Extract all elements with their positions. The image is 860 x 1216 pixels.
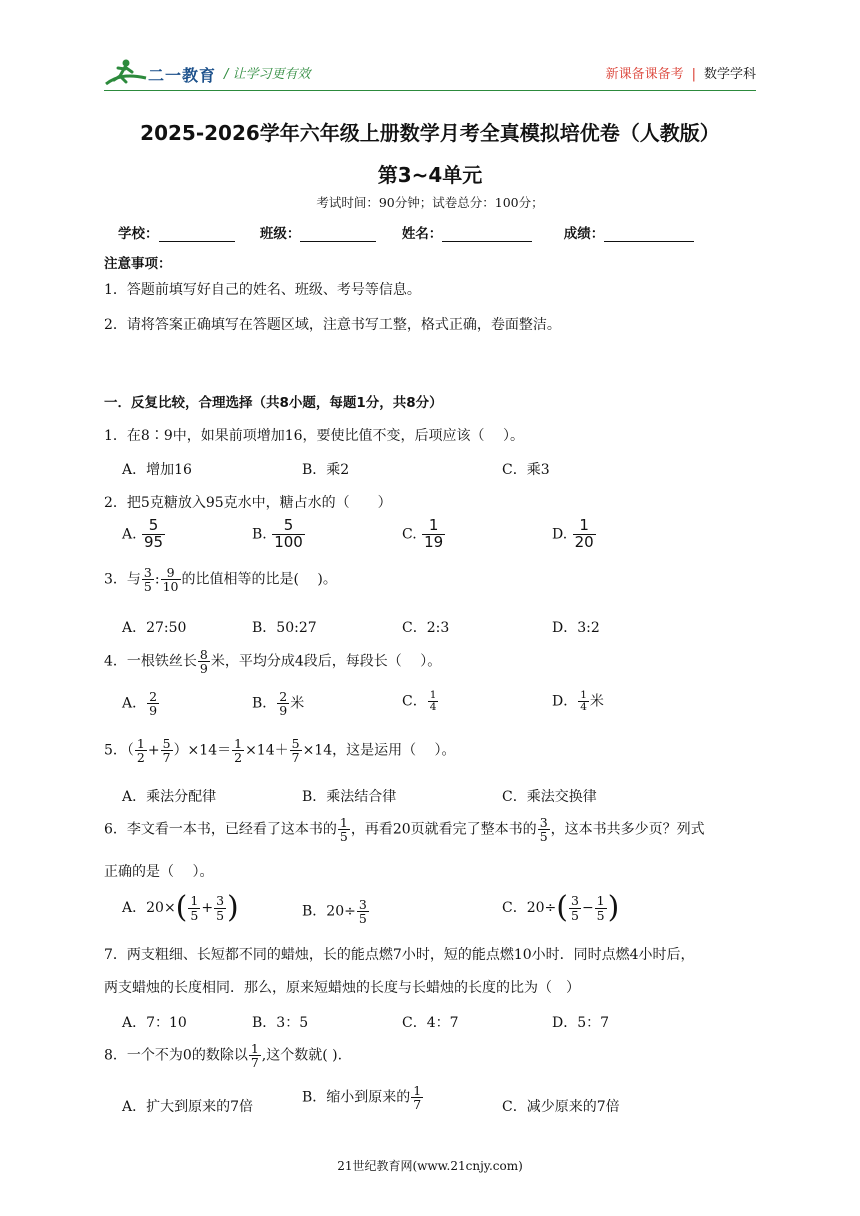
logo-icon	[104, 58, 148, 92]
q4-option-d[interactable]: D． $\frac{1}{4}$ 米	[552, 689, 604, 714]
notes-heading: 注意事项：	[104, 256, 172, 272]
q5-option-c[interactable]: C．乘法交换律	[502, 789, 597, 805]
question-1-stem: 1．在8∶9中，如果前项增加16，要使比值不变，后项应该（ ）。	[104, 428, 524, 444]
name-label: 姓名：	[401, 226, 443, 242]
question-6-stem-line2: 正确的是（ ）。	[104, 864, 214, 880]
exam-meta: 考试时间：90分钟；试卷总分：100分；	[316, 195, 544, 210]
header-right: 新课备课备考 | 数学学科	[605, 67, 756, 82]
q2-option-b[interactable]: B. $\frac{5}{100}$	[252, 516, 303, 551]
q1-option-b[interactable]: B．乘2	[302, 462, 350, 478]
page-subtitle: 第3~4单元	[377, 163, 483, 187]
header-tag: 新课备课备考	[605, 67, 684, 82]
q5-option-b[interactable]: B．乘法结合律	[302, 789, 397, 805]
q5-option-a[interactable]: A．乘法分配律	[122, 789, 217, 805]
q1-option-c[interactable]: C．乘3	[502, 462, 550, 478]
page-footer: 21世纪教育网(www.21cnjy.com)	[337, 1159, 523, 1173]
q2-option-c[interactable]: C. $\frac{1}{19}$	[402, 516, 444, 551]
class-label: 班级：	[259, 226, 301, 242]
score-blank[interactable]	[604, 227, 694, 242]
q6-option-a[interactable]: A．20×( $\frac{1}{5}$ + $\frac{3}{5}$ )	[122, 890, 239, 925]
info-fields	[118, 222, 694, 242]
q2-option-d[interactable]: D. $\frac{1}{20}$	[552, 516, 594, 551]
score-label: 成绩：	[563, 226, 605, 242]
section-heading: 一．反复比较，合理选择（共8小题，每题1分，共8分）	[104, 395, 443, 411]
question-2-stem: 2．把5克糖放入95克水中，糖占水的（ ）	[104, 495, 392, 511]
q8-option-a[interactable]: A．扩大到原来的7倍	[122, 1099, 254, 1115]
q6-option-c[interactable]: C．20÷( $\frac{3}{5}$ − $\frac{1}{5}$ )	[502, 890, 620, 925]
question-8-stem: 8．一个不为0的数除以 $\frac{1}{7}$ ,这个数就( ).	[104, 1041, 343, 1071]
school-label: 学校：	[118, 226, 159, 242]
q3-option-a[interactable]: A．27:50	[122, 620, 187, 636]
q8-option-b[interactable]: B．缩小到原来的 $\frac{1}{7}$	[302, 1083, 422, 1113]
question-6-stem: 6．李文看一本书，已经看了这本书的 $\frac{1}{5}$ ，再看20页就看完了整本书的 $\frac{3}{5}$ ，这本书共多少页？列式	[104, 815, 705, 845]
q7-option-b[interactable]: B．3：5	[252, 1015, 309, 1031]
question-7-stem-line2: 两支蜡烛的长度相同．那么，原来短蜡烛的长度与长蜡烛的长度的比为（ ）	[104, 980, 580, 996]
header-divider	[104, 90, 756, 91]
question-3-stem: 3．与 $\frac{3}{5}$ : $\frac{9}{10}$ 的比值相等的比是( )。	[104, 565, 337, 595]
q3-option-d[interactable]: D．3:2	[552, 620, 600, 636]
q7-option-a[interactable]: A．7：10	[122, 1015, 187, 1031]
header-subject: 数学学科	[703, 67, 756, 82]
school-blank[interactable]	[159, 227, 235, 242]
q3-option-b[interactable]: B．50:27	[252, 620, 317, 636]
q7-option-c[interactable]: C．4：7	[402, 1015, 459, 1031]
q4-option-c[interactable]: C． $\frac{1}{4}$	[402, 689, 437, 714]
class-blank[interactable]	[300, 227, 376, 242]
q4-option-b[interactable]: B． $\frac{2}{9}$ 米	[252, 689, 305, 719]
slogan: / 让学习更有效	[224, 67, 311, 82]
q7-option-d[interactable]: D．5：7	[552, 1015, 610, 1031]
page-title: 2025-2026学年六年级上册数学月考全真模拟培优卷（人教版）	[140, 121, 720, 145]
note-item: 2．请将答案正确填写在答题区域，注意书写工整，格式正确，卷面整洁。	[104, 317, 561, 333]
q1-option-a[interactable]: A．增加16	[122, 462, 192, 478]
q4-option-a[interactable]: A． $\frac{2}{9}$	[122, 689, 158, 719]
q8-option-c[interactable]: C．减少原来的7倍	[502, 1099, 620, 1115]
question-4-stem: 4．一根铁丝长 $\frac{8}{9}$ 米，平均分成4段后，每段长（ ）。	[104, 647, 442, 677]
q3-option-c[interactable]: C．2:3	[402, 620, 450, 636]
question-5-stem: 5．（ $\frac{1}{2}$ + $\frac{5}{7}$ ）×14＝ $\frac{1}{2}$ ×14＋ $\frac{5}{7}$ ×14，这是运用（ ）。	[104, 736, 456, 766]
logo-text: 二一教育	[148, 66, 217, 85]
q6-option-b[interactable]: B．20÷ $\frac{3}{5}$	[302, 897, 367, 927]
note-item: 1．答题前填写好自己的姓名、班级、考号等信息。	[104, 282, 421, 298]
name-blank[interactable]	[442, 227, 532, 242]
question-7-stem: 7．两支粗细、长短都不同的蜡烛，长的能点燃7小时，短的能点燃10小时．同时点燃4小时后，	[104, 947, 695, 963]
q2-option-a[interactable]: A. $\frac{5}{95}$	[122, 516, 164, 551]
